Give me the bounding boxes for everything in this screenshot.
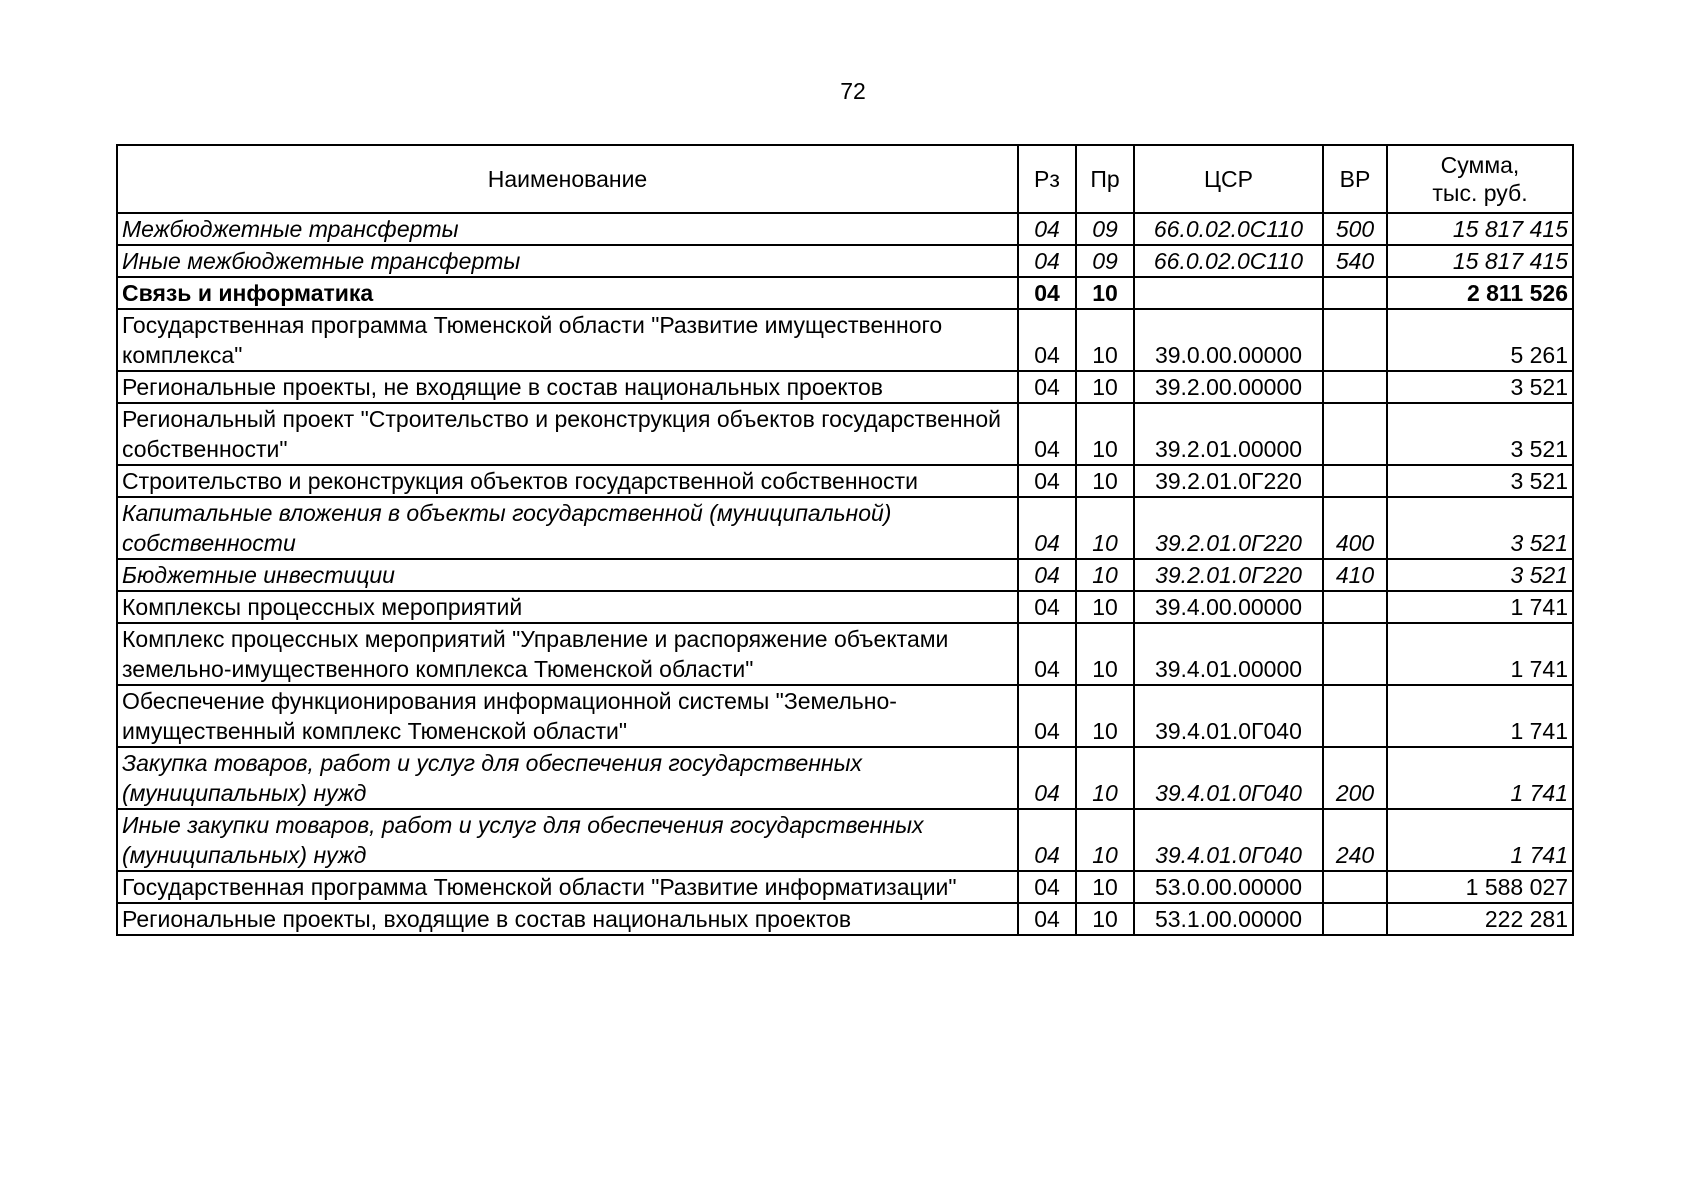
cell-rz: 04 [1018,465,1076,497]
cell-sum: 2 811 526 [1387,277,1573,309]
cell-rz: 04 [1018,497,1076,559]
cell-pr: 10 [1076,465,1134,497]
cell-csr: 39.2.00.00000 [1134,371,1323,403]
cell-name: Капитальные вложения в объекты государственной (муниципальной) собственности [117,497,1018,559]
table-row [117,277,1573,309]
header-csr: ЦСР [1134,145,1323,213]
cell-name: Иные межбюджетные трансферты [117,245,1018,277]
cell-csr: 39.2.01.0Г220 [1134,465,1323,497]
cell-csr: 39.4.01.0Г040 [1134,747,1323,809]
cell-rz: 04 [1018,277,1076,309]
cell-csr: 66.0.02.0С110 [1134,213,1323,245]
cell-sum: 1 741 [1387,591,1573,623]
table-row [117,309,1573,371]
cell-vr: 540 [1323,245,1387,277]
budget-table [116,144,1574,936]
table-row [117,685,1573,747]
cell-pr: 10 [1076,371,1134,403]
cell-pr: 10 [1076,403,1134,465]
cell-rz: 04 [1018,809,1076,871]
cell-vr: 410 [1323,559,1387,591]
cell-name: Иные закупки товаров, работ и услуг для обеспечения государственных (муниципальных) нужд [117,809,1018,871]
cell-vr [1323,277,1387,309]
cell-sum: 1 741 [1387,685,1573,747]
cell-rz: 04 [1018,403,1076,465]
cell-vr [1323,309,1387,371]
table-row [117,871,1573,903]
cell-csr: 39.2.01.0Г220 [1134,497,1323,559]
cell-rz: 04 [1018,685,1076,747]
header-sum [1387,145,1573,213]
cell-vr [1323,685,1387,747]
cell-pr: 10 [1076,685,1134,747]
cell-sum: 15 817 415 [1387,245,1573,277]
cell-csr: 53.0.00.00000 [1134,871,1323,903]
cell-pr: 10 [1076,809,1134,871]
page-number: 72 [840,78,866,104]
cell-sum: 15 817 415 [1387,213,1573,245]
cell-vr: 240 [1323,809,1387,871]
cell-sum: 1 741 [1387,809,1573,871]
cell-sum: 222 281 [1387,903,1573,935]
cell-sum: 3 521 [1387,465,1573,497]
cell-sum: 3 521 [1387,559,1573,591]
cell-name: Региональные проекты, не входящие в состав национальных проектов [117,371,1018,403]
cell-pr: 10 [1076,309,1134,371]
cell-rz: 04 [1018,559,1076,591]
cell-pr: 10 [1076,559,1134,591]
cell-vr [1323,591,1387,623]
cell-rz: 04 [1018,213,1076,245]
cell-pr: 10 [1076,871,1134,903]
cell-sum: 3 521 [1387,403,1573,465]
cell-rz: 04 [1018,371,1076,403]
cell-name: Межбюджетные трансферты [117,213,1018,245]
cell-csr: 39.2.01.0Г220 [1134,559,1323,591]
cell-name: Региональный проект "Строительство и реконструкция объектов государственной собственности" [117,403,1018,465]
table-body [117,213,1573,935]
cell-vr [1323,465,1387,497]
cell-csr: 39.4.01.0Г040 [1134,685,1323,747]
table-row [117,371,1573,403]
cell-pr: 10 [1076,903,1134,935]
cell-name: Государственная программа Тюменской области "Развитие информатизации" [117,871,1018,903]
cell-pr: 10 [1076,747,1134,809]
cell-rz: 04 [1018,623,1076,685]
cell-vr [1323,871,1387,903]
cell-pr: 09 [1076,213,1134,245]
cell-csr: 53.1.00.00000 [1134,903,1323,935]
cell-vr [1323,403,1387,465]
cell-pr: 10 [1076,591,1134,623]
table-row [117,559,1573,591]
cell-sum: 5 261 [1387,309,1573,371]
table-row [117,591,1573,623]
table-row [117,465,1573,497]
cell-csr: 39.4.00.00000 [1134,591,1323,623]
cell-csr: 39.4.01.0Г040 [1134,809,1323,871]
cell-vr: 400 [1323,497,1387,559]
table-row [117,245,1573,277]
cell-vr [1323,623,1387,685]
table-row [117,809,1573,871]
cell-rz: 04 [1018,245,1076,277]
cell-csr: 66.0.02.0С110 [1134,245,1323,277]
cell-rz: 04 [1018,747,1076,809]
cell-pr: 10 [1076,277,1134,309]
cell-name: Региональные проекты, входящие в состав национальных проектов [117,903,1018,935]
cell-sum: 3 521 [1387,371,1573,403]
cell-rz: 04 [1018,871,1076,903]
table-row [117,403,1573,465]
table-row [117,623,1573,685]
cell-name: Бюджетные инвестиции [117,559,1018,591]
cell-name: Комплексы процессных мероприятий [117,591,1018,623]
cell-vr: 500 [1323,213,1387,245]
cell-rz: 04 [1018,591,1076,623]
header-vr: ВР [1323,145,1387,213]
cell-vr: 200 [1323,747,1387,809]
cell-pr: 10 [1076,497,1134,559]
header-sum-line2: тыс. руб. [1432,180,1528,206]
header-pr: Пр [1076,145,1134,213]
cell-csr: 39.4.01.00000 [1134,623,1323,685]
cell-name: Обеспечение функционирования информационной системы "Земельно-имущественный комплекс Тюменской области" [117,685,1018,747]
cell-csr: 39.2.01.00000 [1134,403,1323,465]
header-rz: Рз [1018,145,1076,213]
cell-vr [1323,371,1387,403]
cell-csr: 39.0.00.00000 [1134,309,1323,371]
cell-name: Государственная программа Тюменской области "Развитие имущественного комплекса" [117,309,1018,371]
cell-name: Комплекс процессных мероприятий "Управление и распоряжение объектами земельно-имущественного комплекса Тюменской области" [117,623,1018,685]
cell-name: Закупка товаров, работ и услуг для обеспечения государственных (муниципальных) нужд [117,747,1018,809]
cell-pr: 10 [1076,623,1134,685]
table-header [117,145,1573,213]
cell-rz: 04 [1018,309,1076,371]
cell-sum: 1 588 027 [1387,871,1573,903]
header-row [117,145,1573,213]
cell-csr [1134,277,1323,309]
cell-pr: 09 [1076,245,1134,277]
table-row [117,213,1573,245]
header-sum-line1: Сумма, [1440,152,1520,178]
table-row [117,747,1573,809]
table-row [117,497,1573,559]
cell-sum: 3 521 [1387,497,1573,559]
table-row [117,903,1573,935]
cell-vr [1323,903,1387,935]
cell-sum: 1 741 [1387,623,1573,685]
header-name: Наименование [117,145,1018,213]
cell-sum: 1 741 [1387,747,1573,809]
cell-rz: 04 [1018,903,1076,935]
cell-name: Связь и информатика [117,277,1018,309]
cell-name: Строительство и реконструкция объектов государственной собственности [117,465,1018,497]
